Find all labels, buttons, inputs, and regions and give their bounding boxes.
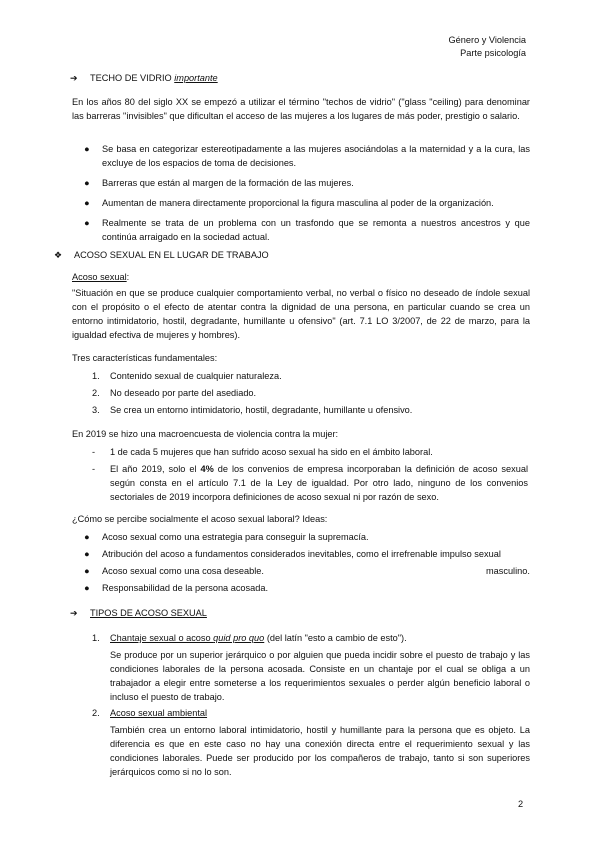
techo-title: TECHO DE VIDRIO	[90, 73, 172, 83]
techo-heading	[70, 71, 530, 85]
list-item: ● Barreras que están al margen de la formación de las mujeres.	[84, 178, 354, 188]
tipo-2-text: También crea un entorno laboral intimidatorio, hostil y humillante para la persona que es objeto. La diferencia es que en este caso no hay una conexión directa entre el requerimiento sexual y las condiciones laborales. Puede ser producido por los compañeros de trabajo, tanto si son superiores jerárquicos como si no lo son.	[110, 725, 530, 777]
page-header	[449, 34, 526, 60]
percibe-list	[80, 530, 550, 598]
percibe-intro: ¿Cómo se percibe socialmente el acoso sexual laboral? Ideas:	[72, 514, 328, 524]
header-section: Parte psicología	[460, 48, 526, 58]
list-item: 2. No deseado por parte del asediado.	[92, 388, 257, 398]
header-course: Género y Violencia	[448, 35, 526, 45]
caracteristicas-list	[88, 369, 528, 420]
bullet-icon: ●	[84, 144, 90, 154]
tipo-1-text: Se produce por un superior jerárquico o por alguien que pueda incidir sobre el puesto de trabajo y las condiciones laborales de la persona acosada. Consiste en un chantaje por el cual se obliga a un trabajador a elegir entre someterse a los requerimientos sexuales o perder algún beneficio laboral o incluso el puesto de trabajo.	[110, 650, 530, 702]
masculino-fragment: masculino.	[486, 566, 530, 576]
encuesta-intro: En 2019 se hizo una macroencuesta de violencia contra la mujer:	[72, 429, 339, 439]
dash-icon: -	[92, 447, 96, 457]
list-item: - El año 2019, solo el 4% de los convenios de empresa incorporaban la definición de acoso sexual según consta en el artículo 7.1 de la Ley de igualdad. Por otro lado, ninguno de los convenios sectoriales de 2019 incorpora definiciones de acoso sexual ni por razón de sexo.	[92, 464, 528, 502]
list-item: ● Acoso sexual como una estrategia para conseguir la supremacía.	[84, 532, 369, 542]
tipos-title: TIPOS DE ACOSO SEXUAL	[90, 608, 207, 618]
definition-label: Acoso sexual:	[72, 272, 130, 282]
tipo-1-title: 1. Chantaje sexual o acoso quid pro quo (del latín "esto a cambio de esto").	[92, 633, 407, 643]
bullet-icon: ●	[84, 178, 90, 188]
list-item: ● Se basa en categorizar estereotipadamente a las mujeres asociándolas a la maternidad y a la cura, las excluye de los espacios de toma de decisiones.	[84, 144, 530, 168]
bullet-icon: ●	[84, 549, 90, 559]
importante-tag: importante	[174, 73, 218, 83]
caracteristicas-intro: Tres características fundamentales:	[72, 353, 218, 363]
bullet-icon: ●	[84, 532, 90, 542]
list-item: ● Realmente se trata de un problema con un trasfondo que se remonta a nuestros ancestros y que continúa arraigado en la sociedad actual.	[84, 218, 530, 242]
arrow-icon: ➔	[70, 73, 78, 83]
arrow-icon: ➔	[70, 608, 78, 618]
bullet-icon: ●	[84, 583, 90, 593]
page-number: 2	[518, 799, 524, 809]
list-item: ● Atribución del acoso a fundamentos considerados inevitables, como el irrefrenable impulso sexual	[84, 549, 501, 559]
list-item: 1. Contenido sexual de cualquier naturaleza.	[92, 371, 282, 381]
bullet-icon: ●	[84, 566, 90, 576]
bullet-icon: ●	[84, 218, 90, 228]
diamond-icon: ❖	[54, 250, 63, 260]
encuesta-list	[88, 445, 528, 507]
dash-icon: -	[92, 464, 96, 474]
acoso-heading	[54, 248, 524, 262]
definition-text: "Situación en que se produce cualquier comportamiento verbal, no verbal o físico no deseado de índole sexual con el propósito o el efecto de atentar contra la dignidad de una persona, en particular cuando se crea un entorno intimidatorio, hostil, degradante, humillante u ofensivo" (art. 7.1 LO 3/2007, de 22 de marzo, para la igualdad efectiva de mujeres y hombres).	[72, 288, 530, 340]
techo-bullet-list	[80, 142, 530, 247]
list-item: ● Responsabilidad de la persona acosada.	[84, 583, 269, 593]
tipos-heading	[70, 606, 530, 620]
list-item: ● Aumentan de manera directamente proporcional la figura masculina al poder de la organización.	[84, 198, 494, 208]
list-item: ● Acoso sexual como una cosa deseable.	[84, 566, 264, 576]
list-item: - 1 de cada 5 mujeres que han sufrido acoso sexual ha sido en el ámbito laboral.	[92, 447, 433, 457]
techo-paragraph: En los años 80 del siglo XX se empezó a utilizar el término "techos de vidrio" ("glass "ceiling) para denominar las barreras "invisibles" que dificultan el acceso de las mujeres a los lugares de más poder, prestigio o salario.	[72, 97, 530, 121]
bullet-icon: ●	[84, 198, 90, 208]
tipo-2-title: 2. Acoso sexual ambiental	[92, 708, 208, 718]
acoso-title: ACOSO SEXUAL EN EL LUGAR DE TRABAJO	[74, 250, 269, 260]
list-item: 3. Se crea un entorno intimidatorio, hostil, degradante, humillante u ofensivo.	[92, 405, 413, 415]
